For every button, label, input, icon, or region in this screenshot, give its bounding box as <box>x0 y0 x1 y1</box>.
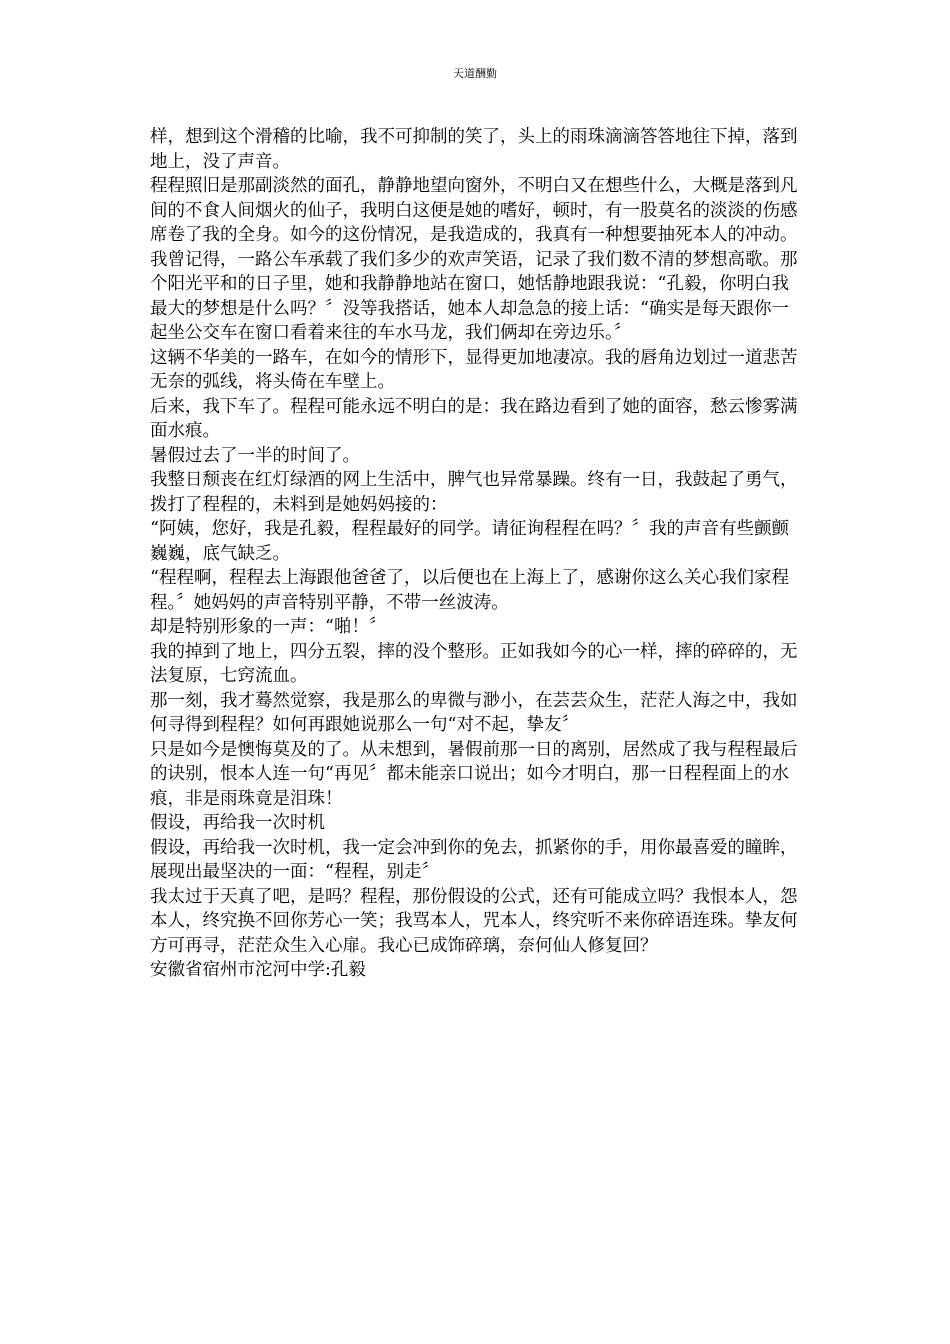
paragraph-15: 假设，再给我一次时机，我一定会冲到你的免去，抓紧你的手，用你最喜爱的瞳眸，展现出最坚决的一面：“程程，别走〞 <box>150 837 798 882</box>
paragraph-6: 暑假过去了一半的时间了。 <box>150 445 360 466</box>
paragraph-1: 样，想到这个滑稽的比喻，我不可抑制的笑了，头上的雨珠滴滴答答地往下掉，落到地上，没了声音。 <box>150 127 798 172</box>
paragraph-3: 我曾记得，一路公车承载了我们多少的欢声笑语，记录了我们数不清的梦想高歌。那个阳光平和的日子里，她和我静静地站在窗口，她恬静地跟我说：“孔毅，你明白我最大的梦想是什么吗？〞没等我搭话，她本人却急急的接上话：“确实是每天跟你一起坐公交车在窗口看着来往的车水马龙，我们俩却在旁边乐。〞 <box>150 249 798 343</box>
paragraph-8: “阿姨，您好，我是孔毅，程程最好的同学。请征询程程在吗？〞我的声音有些颤颤巍巍，底气缺乏。 <box>150 519 789 564</box>
paragraph-4: 这辆不华美的一路车，在如今的情形下，显得更加地凄凉。我的唇角边划过一道悲苦无奈的弧线，将头倚在车壁上。 <box>150 347 798 392</box>
paragraph-5: 后来，我下车了。程程可能永远不明白的是：我在路边看到了她的面容，愁云惨雾满面水痕。 <box>150 396 798 441</box>
paragraph-2: 程程照旧是那副淡然的面孔，静静地望向窗外，不明白又在想些什么，大概是落到凡间的不食人间烟火的仙子，我明白这便是她的嗜好，顿时，有一股莫名的淡淡的伤感席卷了我的全身。如今的这份情况，是我造成的，我真有一种想要抽死本人的冲动。 <box>150 176 798 245</box>
author-line: 安徽省宿州市沱河中学:孔毅 <box>150 960 366 980</box>
paragraph-14: 假设，再给我一次时机 <box>150 813 325 833</box>
paragraph-11: 我的掉到了地上，四分五裂，摔的没个整形。正如我如今的心一样，摔的碎碎的，无法复原，七窍流血。 <box>150 641 798 686</box>
paragraph-13: 只是如今是懊悔莫及的了。从未想到，暑假前那一日的离别，居然成了我与程程最后的诀别，恨本人连一句“再见〞都未能亲口说出；如今才明白，那一日程程面上的水痕，非是雨珠竟是泪珠！ <box>150 739 798 809</box>
paragraph-7: 我整日颓丧在红灯绿酒的网上生活中，脾气也异常暴躁。终有一日，我鼓起了勇气，拨打了程程的，未料到是她妈妈接的： <box>150 470 798 515</box>
document-body <box>150 125 802 983</box>
paragraph-9: “程程啊，程程去上海跟他爸爸了，以后便也在上海上了，感谢你这么关心我们家程程。〞她妈妈的声音特别平静，不带一丝波涛。 <box>150 568 789 613</box>
paragraph-10: 却是特别形象的一声：“啪！〞 <box>150 617 387 637</box>
page-header: 天道酬勤 <box>453 67 497 80</box>
paragraph-16: 我太过于天真了吧，是吗？程程，那份假设的公式，还有可能成立吗？我恨本人，怨本人，终究换不回你芳心一笑；我骂本人，咒本人，终究听不来你碎语连珠。挚友何方可再寻，茫茫众生入心扉。我心已成饰碎璃，奈何仙人修复回？ <box>150 886 798 956</box>
paragraph-12: 那一刻，我才蓦然觉察，我是那么的卑微与渺小，在芸芸众生，茫茫人海之中，我如何寻得到程程？如何再跟她说那么一句“对不起，挚友〞 <box>150 690 798 735</box>
